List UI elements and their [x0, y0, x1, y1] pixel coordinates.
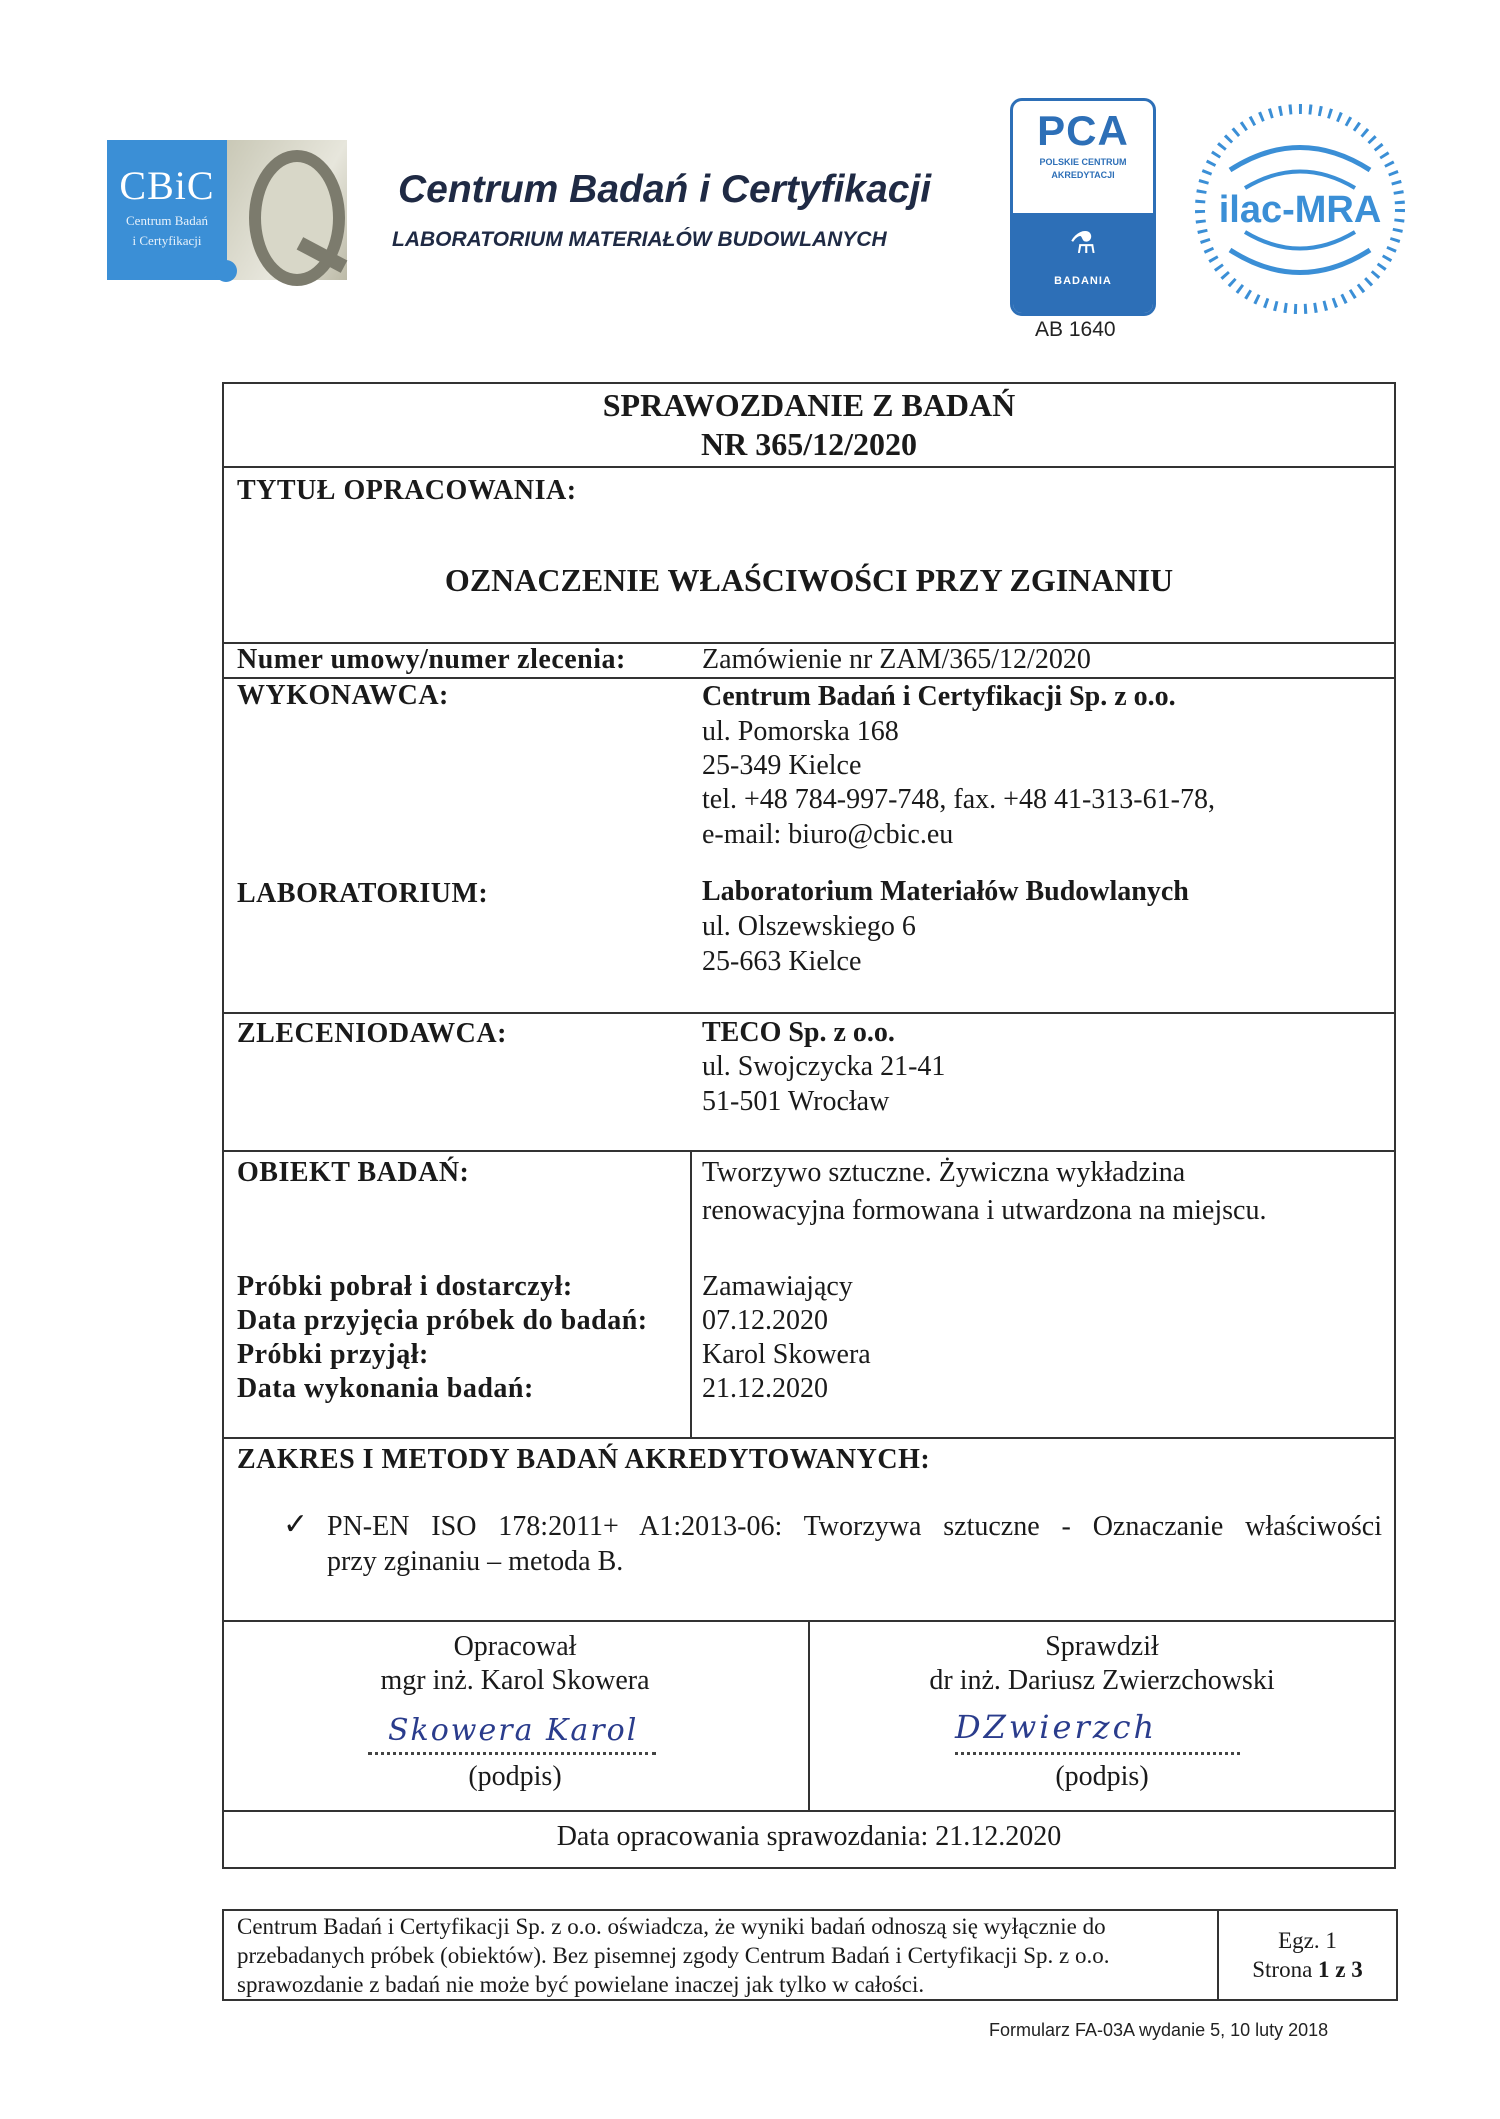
form-id: Formularz FA-03A wydanie 5, 10 luty 2018: [989, 2020, 1329, 2040]
title-label: TYTUŁ OPRACOWANIA:: [237, 475, 577, 506]
page-mid: z: [1335, 1957, 1346, 1982]
pca-badania: BADANIA: [1054, 275, 1112, 287]
right-name: dr inż. Dariusz Zwierzchowski: [929, 1665, 1275, 1696]
report-number: NR 365/12/2020: [701, 426, 917, 462]
client-street: ul. Swojczycka 21-41: [702, 1051, 946, 1082]
client-label: ZLECENIODAWCA:: [237, 1018, 507, 1049]
page-indicator: [1225, 1955, 1390, 1984]
sampling-label-1: Próbki pobrał i dostarczył:: [237, 1271, 573, 1302]
object-line-1: Tworzywo sztuczne. Żywiczna wykładzina: [702, 1157, 1186, 1188]
lab-street: ul. Olszewskiego 6: [702, 911, 916, 942]
client-name: TECO Sp. z o.o.: [702, 1017, 895, 1048]
copy-number: Egz. 1: [1278, 1928, 1337, 1953]
ilac-text: ilac-MRA: [1218, 189, 1382, 231]
pca-name: PCA: [1037, 107, 1129, 154]
page-prefix: Strona: [1252, 1957, 1313, 1982]
lab-city: 25-663 Kielce: [702, 946, 862, 977]
object-label: OBIEKT BADAŃ:: [237, 1157, 470, 1188]
scope-line-1: PN-EN ISO 178:2011+ A1:2013-06: Tworzywa sztuczne - Oznaczanie właściwości: [327, 1511, 1382, 1542]
sampling-value-1: Zamawiający: [702, 1271, 853, 1302]
logo-text: CBiC: [119, 163, 215, 208]
q-emblem-icon: [227, 140, 347, 280]
flask-icon: ⚗: [1069, 227, 1097, 260]
contractor-email: e-mail: biuro@cbic.eu: [702, 819, 954, 850]
left-podpis: (podpis): [468, 1761, 562, 1792]
report-heading: SPRAWOZDANIE Z BADAŃ: [602, 387, 1016, 423]
accreditation-number: AB 1640: [1035, 318, 1116, 341]
contractor-city: 25-349 Kielce: [702, 750, 862, 781]
page-current: 1: [1318, 1957, 1330, 1982]
contract-label: Numer umowy/numer zlecenia:: [237, 644, 626, 675]
page-total: 3: [1351, 1957, 1363, 1982]
org-name: Centrum Badań i Certyfikacji: [398, 168, 932, 211]
right-role: Sprawdził: [1045, 1631, 1159, 1662]
left-signature: Skowera Karol: [388, 1713, 639, 1748]
left-role: Opracował: [453, 1631, 577, 1662]
contractor-street: ul. Pomorska 168: [702, 716, 899, 747]
org-lab: LABORATORIUM MATERIAŁÓW BUDOWLANYCH: [392, 228, 887, 251]
checkmark-icon: ✓: [283, 1508, 309, 1541]
sampling-value-3: Karol Skowera: [702, 1339, 871, 1370]
ilac-mra-logo: [1185, 100, 1415, 318]
footer-disclaimer: Centrum Badań i Certyfikacji Sp. z o.o. oświadcza, że wyniki badań odnoszą się wyłącznie do przebadanych próbek (obiektów). Bez pisemnej zgody Centrum Badań i Certyfikacji Sp. z o.o. sprawozdanie z badań nie może być powielane inaczej jak tylko w całości.: [237, 1914, 1110, 1997]
lab-label: LABORATORIUM:: [237, 878, 489, 909]
contractor-phone: tel. +48 784-997-748, fax. +48 41-313-61-78,: [702, 784, 1215, 815]
left-name: mgr inż. Karol Skowera: [380, 1665, 650, 1696]
logo-small-1: Centrum Badań: [126, 213, 208, 228]
scope-label: ZAKRES I METODY BADAŃ AKREDYTOWANYCH:: [237, 1444, 931, 1475]
right-signature: DZwierzch: [955, 1708, 1158, 1746]
pca-desc-2: AKREDYTACJI: [1051, 170, 1115, 180]
client-city: 51-501 Wrocław: [702, 1086, 890, 1117]
scope-line-2: przy zginaniu – metoda B.: [327, 1546, 624, 1577]
right-podpis: (podpis): [1055, 1761, 1149, 1792]
contractor-name: Centrum Badań i Certyfikacji Sp. z o.o.: [702, 681, 1176, 712]
sampling-value-4: 21.12.2020: [702, 1373, 828, 1404]
contractor-label: WYKONAWCA:: [237, 680, 449, 711]
logo-small-2: i Certyfikacji: [132, 233, 202, 248]
pca-badge: [1010, 98, 1156, 316]
object-line-2: renowacyjna formowana i utwardzona na miejscu.: [702, 1195, 1267, 1226]
sampling-value-2: 07.12.2020: [702, 1305, 828, 1336]
contract-value: Zamówienie nr ZAM/365/12/2020: [702, 644, 1091, 675]
sampling-label-3: Próbki przyjął:: [237, 1339, 429, 1370]
sampling-label-4: Data wykonania badań:: [237, 1373, 534, 1404]
report-date: Data opracowania sprawozdania: 21.12.2020: [556, 1821, 1062, 1852]
pca-desc-1: POLSKIE CENTRUM: [1039, 157, 1127, 167]
sampling-label-2: Data przyjęcia próbek do badań:: [237, 1305, 648, 1336]
cbic-logo: [107, 140, 347, 282]
lab-name: Laboratorium Materiałów Budowlanych: [702, 876, 1189, 907]
report-title: OZNACZENIE WŁAŚCIWOŚCI PRZY ZGINANIU: [444, 562, 1174, 598]
